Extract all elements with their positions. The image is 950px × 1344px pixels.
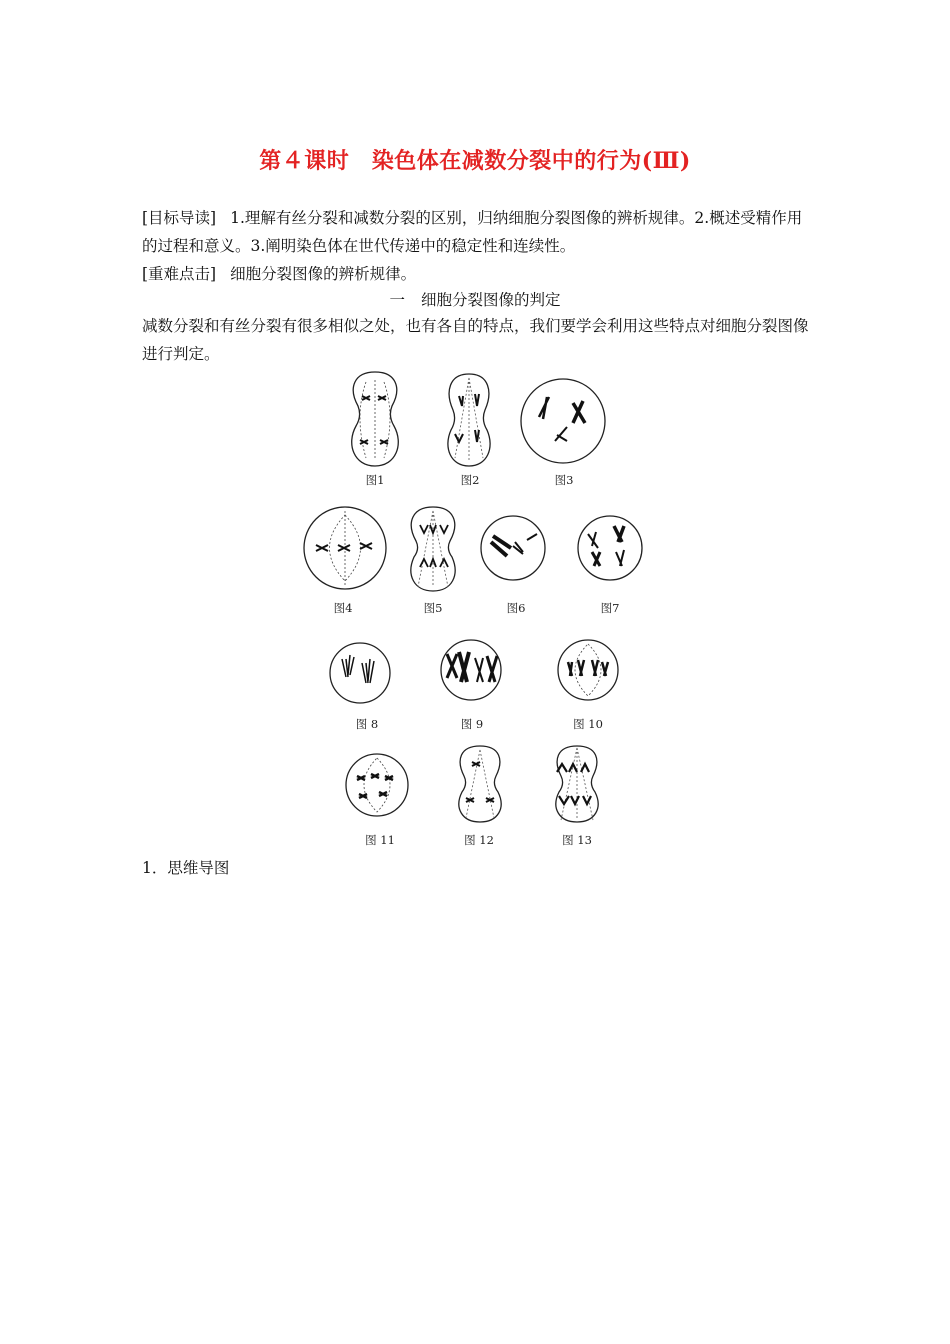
key-tag: [重难点击]: [142, 265, 217, 283]
key-text: 细胞分裂图像的辨析规律。: [230, 265, 417, 283]
goal-tag: [目标导读]: [142, 209, 217, 227]
goal-paragraph: [142, 204, 812, 260]
cell-figure-10: [556, 638, 620, 702]
section-title: 细胞分裂图像的判定: [421, 291, 561, 309]
figure-caption-2: 图2: [460, 473, 480, 487]
figure-caption-12: 图 12: [464, 833, 494, 847]
figure-caption-11: 图 11: [365, 833, 395, 847]
figure-caption-1: 图1: [365, 473, 385, 487]
figure-caption-13: 图 13: [562, 833, 592, 847]
section-paragraph: 减数分裂和有丝分裂有很多相似之处，也有各自的特点，我们要学会利用这些特点对细胞分裂图像进行判定。: [142, 317, 809, 363]
figure-caption-6: 图6: [506, 601, 526, 615]
cell-figure-13: [549, 744, 605, 824]
figure-caption-3: 图3: [554, 473, 574, 487]
cell-figure-12: [452, 744, 508, 824]
figure-caption-10: 图 10: [573, 717, 603, 731]
cell-figure-8: [328, 641, 392, 705]
key-paragraph: [142, 260, 812, 288]
figure-caption-7: 图7: [600, 601, 620, 615]
page-title: 第４课时 染色体在减数分裂中的行为(Ⅲ): [259, 148, 691, 174]
cell-figure-5: [404, 505, 462, 593]
cell-figure-7: [576, 514, 644, 582]
cell-figure-4: [302, 505, 388, 591]
cell-figure-11: [345, 752, 409, 818]
figure-caption-5: 图5: [423, 601, 443, 615]
figure-caption-4: 图4: [333, 601, 353, 615]
mind-map-heading: 1．思维导图: [142, 859, 230, 877]
cell-figure-6: [479, 514, 547, 582]
figure-caption-8: 图 8: [355, 717, 379, 731]
section-number: 一: [389, 291, 405, 309]
cell-figure-9: [439, 638, 503, 702]
section-heading: [0, 288, 950, 310]
figure-caption-9: 图 9: [460, 717, 484, 731]
cell-figure-3: [519, 377, 607, 465]
goal-text: 1.理解有丝分裂和减数分裂的区别，归纳细胞分裂图像的辨析规律。2.概述受精作用的过程和意义。3.阐明染色体在世代传递中的稳定性和连续性。: [142, 209, 803, 255]
cell-figure-2: [441, 372, 497, 468]
cell-figure-1: [344, 370, 406, 468]
